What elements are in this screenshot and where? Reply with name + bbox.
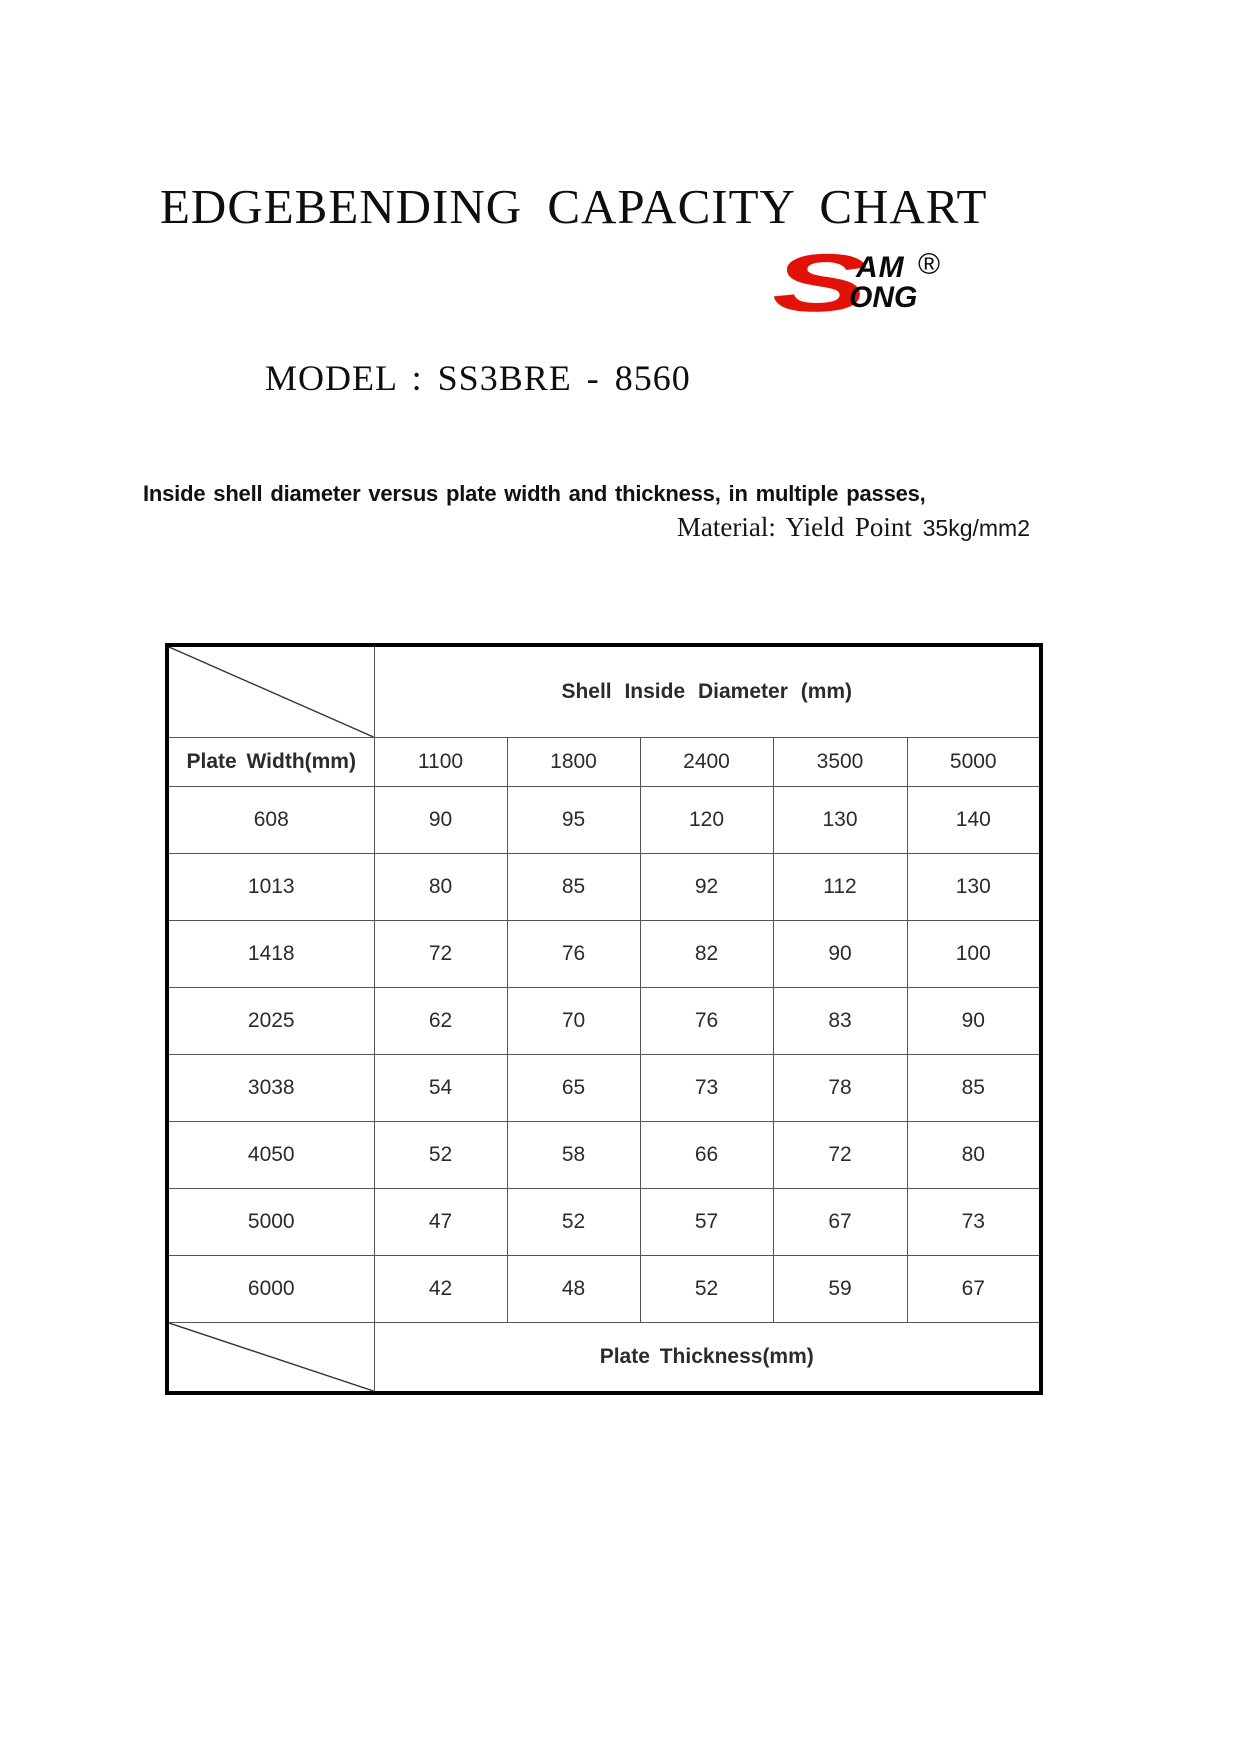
value-cell: 73: [640, 1055, 773, 1122]
value-cell: 54: [374, 1055, 507, 1122]
table-row-column-headers: [167, 738, 1041, 787]
table-row: [167, 988, 1041, 1055]
material-line: [677, 513, 1030, 543]
value-cell: 76: [640, 988, 773, 1055]
material-label: Material: Yield Point: [676, 512, 912, 542]
plate-width-header: Plate Width(mm): [167, 738, 374, 787]
shell-inside-diameter-header: Shell Inside Diameter (mm): [374, 645, 1041, 738]
page-title: EDGEBENDING CAPACITY CHART: [160, 179, 988, 234]
value-cell: 47: [374, 1189, 507, 1256]
table-row: [167, 921, 1041, 988]
value-cell: 83: [773, 988, 907, 1055]
value-cell: 66: [640, 1122, 773, 1189]
table-row-footer: [167, 1323, 1041, 1394]
value-cell: 76: [507, 921, 640, 988]
value-cell: 85: [907, 1055, 1041, 1122]
value-cell: 92: [640, 854, 773, 921]
column-header-cell: 5000: [907, 738, 1041, 787]
column-header-cell: 2400: [640, 738, 773, 787]
capacity-table: [165, 643, 1043, 1395]
table-row: [167, 1122, 1041, 1189]
diagonal-line-icon: [169, 1323, 374, 1391]
model-line: MODEL : SS3BRE - 8560: [265, 358, 691, 398]
row-header-cell: 1418: [167, 921, 374, 988]
samsong-logo: [772, 238, 962, 329]
table-row: [167, 1055, 1041, 1122]
subtitle-line: Inside shell diameter versus plate width and thickness, in multiple passes,: [143, 481, 926, 506]
plate-thickness-footer: Plate Thickness(mm): [374, 1323, 1041, 1394]
row-header-cell: 5000: [167, 1189, 374, 1256]
value-cell: 90: [907, 988, 1041, 1055]
value-cell: 112: [773, 854, 907, 921]
value-cell: 90: [374, 787, 507, 854]
value-cell: 73: [907, 1189, 1041, 1256]
value-cell: 67: [907, 1256, 1041, 1323]
row-header-cell: 1013: [167, 854, 374, 921]
logo-s-letter: S: [772, 238, 868, 329]
column-header-cell: 3500: [773, 738, 907, 787]
table-row-group-header: [167, 645, 1041, 738]
diagonal-line-icon: [169, 647, 374, 737]
value-cell: 82: [640, 921, 773, 988]
row-header-cell: 3038: [167, 1055, 374, 1122]
table-row: [167, 1256, 1041, 1323]
row-header-cell: 4050: [167, 1122, 374, 1189]
value-cell: 78: [773, 1055, 907, 1122]
value-cell: 72: [374, 921, 507, 988]
value-cell: 120: [640, 787, 773, 854]
value-cell: 62: [374, 988, 507, 1055]
diagonal-corner-cell-top: [167, 645, 374, 738]
material-value: 35kg/mm2: [922, 515, 1030, 541]
value-cell: 130: [773, 787, 907, 854]
value-cell: 59: [773, 1256, 907, 1323]
value-cell: 80: [374, 854, 507, 921]
table-row: [167, 1189, 1041, 1256]
table-row: [167, 854, 1041, 921]
logo-text-ong: ONG: [849, 281, 918, 314]
value-cell: 80: [907, 1122, 1041, 1189]
row-header-cell: 2025: [167, 988, 374, 1055]
value-cell: 95: [507, 787, 640, 854]
value-cell: 58: [507, 1122, 640, 1189]
value-cell: 72: [773, 1122, 907, 1189]
row-header-cell: 6000: [167, 1256, 374, 1323]
value-cell: 48: [507, 1256, 640, 1323]
table-row: [167, 787, 1041, 854]
value-cell: 70: [507, 988, 640, 1055]
value-cell: 52: [640, 1256, 773, 1323]
diagonal-corner-cell-bottom: [167, 1323, 374, 1394]
value-cell: 57: [640, 1189, 773, 1256]
value-cell: 52: [374, 1122, 507, 1189]
value-cell: 65: [507, 1055, 640, 1122]
column-header-cell: 1800: [507, 738, 640, 787]
logo-text-am: AM: [856, 251, 905, 284]
column-header-cell: 1100: [374, 738, 507, 787]
row-header-cell: 608: [167, 787, 374, 854]
value-cell: 85: [507, 854, 640, 921]
value-cell: 52: [507, 1189, 640, 1256]
value-cell: 67: [773, 1189, 907, 1256]
value-cell: 140: [907, 787, 1041, 854]
value-cell: 42: [374, 1256, 507, 1323]
value-cell: 100: [907, 921, 1041, 988]
value-cell: 90: [773, 921, 907, 988]
value-cell: 130: [907, 854, 1041, 921]
registered-trademark-icon: ®: [918, 248, 941, 281]
